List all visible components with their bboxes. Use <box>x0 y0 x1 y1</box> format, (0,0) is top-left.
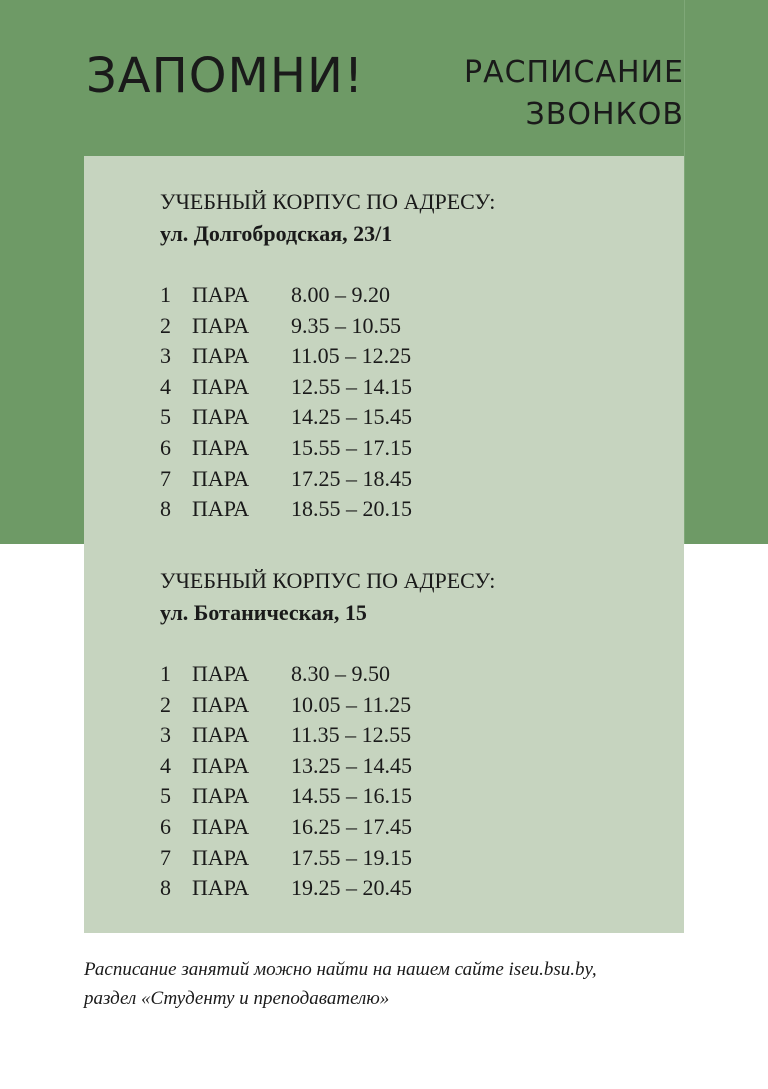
page-title: ЗАПОМНИ! <box>86 48 365 104</box>
pair-number: 3 <box>160 343 171 369</box>
pair-label: ПАРА <box>192 661 250 686</box>
pair-label: ПАРА <box>192 496 250 522</box>
pair-time: 14.25 – 15.45 <box>291 404 412 430</box>
schedule-row <box>160 494 495 525</box>
pair-number: 4 <box>160 752 171 778</box>
schedule-row <box>160 781 495 812</box>
pair-label: ПАРА <box>192 752 250 778</box>
building-label: УЧЕБНЫЙ КОРПУС ПО АДРЕСУ: <box>160 568 496 593</box>
pair-number: 6 <box>160 434 171 460</box>
schedule-row <box>160 720 495 751</box>
building-address: ул. Ботаническая, 15 <box>160 600 367 625</box>
pair-time: 18.55 – 20.15 <box>291 496 412 522</box>
pair-label: ПАРА <box>192 875 250 901</box>
schedule-row <box>160 812 495 843</box>
pair-time: 15.55 – 17.15 <box>291 434 412 460</box>
pair-number: 1 <box>160 282 171 307</box>
pair-number: 7 <box>160 465 171 491</box>
schedule-list <box>160 659 495 904</box>
schedule-row <box>160 843 495 874</box>
pair-time: 19.25 – 20.45 <box>291 875 412 901</box>
footer-line-2: раздел «Студенту и преподавателю» <box>84 988 390 1009</box>
pair-time: 11.35 – 12.55 <box>291 722 412 748</box>
pair-label: ПАРА <box>192 844 250 870</box>
pair-time: 10.05 – 11.25 <box>291 691 412 717</box>
pair-label: ПАРА <box>192 343 250 369</box>
pair-number: 5 <box>160 783 171 809</box>
pair-label: ПАРА <box>192 373 250 399</box>
pair-label: ПАРА <box>192 691 250 717</box>
building-address: ул. Долгобродская, 23/1 <box>160 221 393 246</box>
schedule-row <box>160 751 495 782</box>
pair-time: 12.55 – 14.15 <box>291 373 412 399</box>
pair-time: 9.35 – 10.55 <box>291 312 401 338</box>
pair-number: 2 <box>160 691 171 717</box>
pair-number: 8 <box>160 875 171 901</box>
pair-number: 2 <box>160 312 171 338</box>
pair-label: ПАРА <box>192 783 250 809</box>
pair-time: 8.00 – 9.20 <box>291 282 390 307</box>
page-subtitle <box>464 52 684 136</box>
schedule-row <box>160 690 495 721</box>
pair-number: 6 <box>160 813 171 839</box>
band-edge <box>684 0 685 544</box>
pair-time: 16.25 – 17.45 <box>291 813 412 839</box>
pair-number: 1 <box>160 661 171 686</box>
schedule-list <box>160 280 495 525</box>
footer-line-1: Расписание занятий можно найти на нашем сайте iseu.bsu.by, <box>84 959 597 980</box>
subtitle-line-1: РАСПИСАНИЕ <box>464 55 684 90</box>
pair-time: 17.55 – 19.15 <box>291 844 412 870</box>
pair-label: ПАРА <box>192 282 250 307</box>
building-section-1 <box>160 186 495 525</box>
schedule-row <box>160 402 495 433</box>
schedule-row <box>160 372 495 403</box>
footer-note <box>84 955 597 1013</box>
schedule-row <box>160 873 495 904</box>
building-label: УЧЕБНЫЙ КОРПУС ПО АДРЕСУ: <box>160 189 496 214</box>
pair-label: ПАРА <box>192 722 250 748</box>
subtitle-line-2: ЗВОНКОВ <box>525 97 684 132</box>
pair-label: ПАРА <box>192 813 250 839</box>
schedule-row <box>160 433 495 464</box>
pair-time: 13.25 – 14.45 <box>291 752 412 778</box>
pair-time: 8.30 – 9.50 <box>291 661 390 686</box>
pair-label: ПАРА <box>192 434 250 460</box>
schedule-row <box>160 464 495 495</box>
pair-number: 7 <box>160 844 171 870</box>
schedule-row <box>160 280 495 311</box>
pair-time: 14.55 – 16.15 <box>291 783 412 809</box>
schedule-row <box>160 341 495 372</box>
pair-label: ПАРА <box>192 465 250 491</box>
pair-label: ПАРА <box>192 312 250 338</box>
pair-number: 3 <box>160 722 171 748</box>
pair-time: 11.05 – 12.25 <box>291 343 412 369</box>
building-section-2 <box>160 565 495 904</box>
schedule-row <box>160 311 495 342</box>
schedule-row <box>160 659 495 690</box>
pair-number: 8 <box>160 496 171 522</box>
pair-time: 17.25 – 18.45 <box>291 465 412 491</box>
pair-number: 5 <box>160 404 171 430</box>
pair-number: 4 <box>160 373 171 399</box>
pair-label: ПАРА <box>192 404 250 430</box>
